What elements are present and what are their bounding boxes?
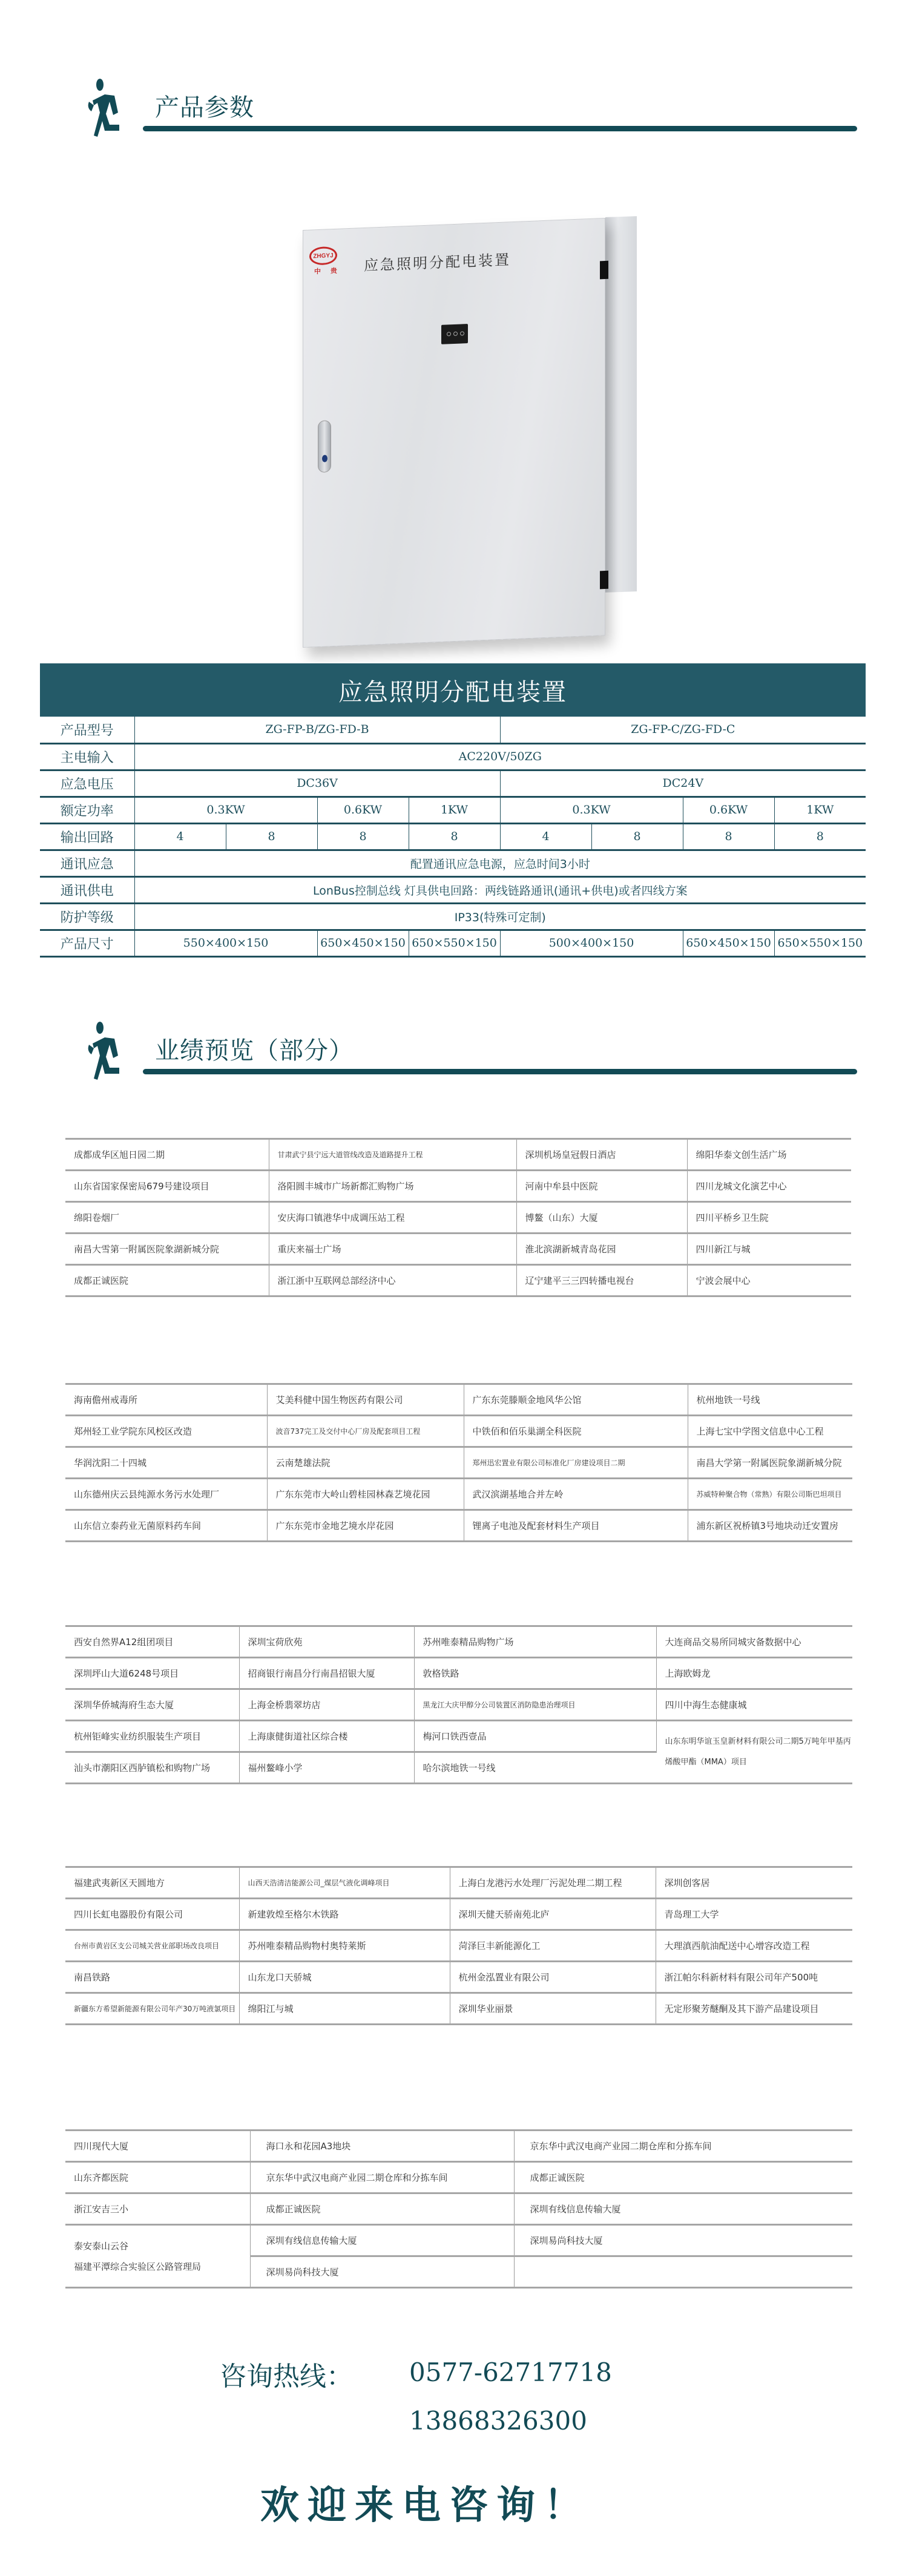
- cabinet-label: 应急照明分配电装置: [364, 251, 511, 274]
- spec-value: 8: [683, 823, 774, 850]
- section-title: 业绩预览（部分）: [155, 1037, 354, 1065]
- project-name: 大连商品交易所同城灾备数据中心: [656, 1626, 852, 1658]
- project-name: 广东东莞市大岭山碧桂园林森艺境花园: [267, 1479, 464, 1510]
- spec-value: 650×450×150: [317, 930, 409, 956]
- project-name: 淮北滨湖新城青岛花园: [516, 1234, 687, 1265]
- spec-value: DC24V: [500, 770, 866, 797]
- spec-label: 通讯应急: [40, 850, 134, 876]
- project-name: 洛阳圆丰城市广场新都汇购物广场: [269, 1171, 516, 1202]
- spec-label: 主电输入: [40, 743, 134, 770]
- project-table-5: [65, 2129, 852, 2288]
- project-row: [65, 1479, 852, 1510]
- project-name: 武汉滨湖基地合并左岭: [464, 1479, 688, 1510]
- spec-value: 4: [500, 823, 591, 850]
- project-name: 辽宁建平三三四转播电视台: [516, 1265, 687, 1296]
- running-man-icon: [76, 1020, 142, 1081]
- project-name: 杭州金泓置业有限公司: [450, 1962, 656, 1993]
- product-image: [266, 182, 642, 642]
- project-name: 中铁佰和佰乐巢湖全科医院: [464, 1416, 688, 1447]
- spec-label: 应急电压: [40, 770, 134, 797]
- project-name: 新疆东方希望新能源有限公司年产30万吨液氯项目: [65, 1993, 239, 2025]
- project-name: 绵阳卷烟厂: [65, 1202, 269, 1234]
- project-name: 重庆来福士广场: [269, 1234, 516, 1265]
- project-name: 泰安泰山云谷 福建平潭综合实验区公路管理局: [65, 2225, 250, 2288]
- project-name: 锂离子电池及配套材料生产项目: [464, 1510, 688, 1542]
- project-row: [65, 2225, 852, 2256]
- project-name: 菏泽巨丰新能源化工: [450, 1930, 656, 1962]
- project-name: 深圳华侨城海府生态大厦: [65, 1689, 239, 1721]
- project-row: [65, 1899, 852, 1930]
- spec-value: 8: [774, 823, 866, 850]
- project-name: 绵阳江与城: [239, 1993, 450, 2025]
- project-row: [65, 1689, 852, 1721]
- project-name: 南昌铁路: [65, 1962, 239, 1993]
- spec-value: 550×400×150: [134, 930, 317, 956]
- project-name: 山东信立泰药业无菌原料药车间: [65, 1510, 267, 1542]
- spec-table-body: [40, 717, 866, 958]
- spec-value: 8: [591, 823, 683, 850]
- cabinet-front: [303, 218, 605, 648]
- brand-logo: [309, 246, 344, 286]
- project-name: 哈尔滨地铁一号线: [414, 1752, 656, 1784]
- project-name: 京东华中武汉电商产业园二期仓库和分拣车间: [514, 2131, 852, 2162]
- project-name: 浙江安吉三小: [65, 2193, 250, 2225]
- section-divider: [143, 126, 857, 131]
- project-name: 汕头市潮阳区西胪镇松和购物广场: [65, 1752, 239, 1784]
- project-row: [65, 1384, 852, 1416]
- project-name: 山东齐都医院: [65, 2162, 250, 2193]
- phone-number-landline[interactable]: 0577-62717718: [409, 2358, 612, 2387]
- welcome-message: 欢迎来电咨询！: [260, 2483, 591, 2528]
- spec-label: 防护等级: [40, 903, 134, 930]
- spec-row: [40, 903, 866, 930]
- project-name: 广东东莞滕顺金地风华公馆: [464, 1384, 688, 1416]
- project-name: 福州鳌峰小学: [239, 1752, 414, 1784]
- spec-value: AC220V/50ZG: [134, 743, 866, 770]
- spec-value: IP33(特殊可定制): [134, 903, 866, 930]
- spec-value: 8: [226, 823, 317, 850]
- spec-table-title: 应急照明分配电装置: [40, 663, 866, 717]
- project-name: 四川新江与城: [687, 1234, 851, 1265]
- project-name: 上海康健街道社区综合楼: [239, 1721, 414, 1752]
- project-name: 苏州唯泰精品购物广场: [414, 1626, 656, 1658]
- project-name: 深圳机场皇冠假日酒店: [516, 1139, 687, 1171]
- project-name: 杭州钜峰实业纺织服装生产项目: [65, 1721, 239, 1752]
- spec-row: [40, 717, 866, 743]
- project-name: 波音737完工及交付中心厂房及配套项目工程: [267, 1416, 464, 1447]
- project-name: 安庆海口镇港华中成调压站工程: [269, 1202, 516, 1234]
- spec-value: ZG-FP-B/ZG-FD-B: [134, 717, 500, 743]
- project-table-3: [65, 1625, 852, 1784]
- project-name: 杭州地铁一号线: [688, 1384, 852, 1416]
- section-title: 产品参数: [155, 94, 254, 122]
- project-row: [65, 1416, 852, 1447]
- project-name: 深圳易尚科技大厦: [514, 2225, 852, 2256]
- project-name: 郑州迅宏置业有限公司标准化厂房建设项目二期: [464, 1447, 688, 1479]
- section-divider: [143, 1069, 857, 1074]
- indicator-light: [460, 331, 464, 335]
- project-name: 山东龙口天骄城: [239, 1962, 450, 1993]
- spec-value: 650×450×150: [683, 930, 774, 956]
- project-table-1: [65, 1138, 851, 1297]
- project-name: 四川现代大厦: [65, 2131, 250, 2162]
- project-row: [65, 1993, 852, 2025]
- project-name: 福建武夷新区天圆地方: [65, 1867, 239, 1899]
- project-name: 博鳌（山东）大厦: [516, 1202, 687, 1234]
- brand-logo-en: ZHGYJ: [309, 246, 337, 266]
- project-name: 四川平桥乡卫生院: [687, 1202, 851, 1234]
- keyhole-icon: [322, 455, 327, 462]
- project-name: 山东省国家保密局679号建设项目: [65, 1171, 269, 1202]
- project-name: 山西天浩清洁能源公司_煤层气液化调峰项目: [239, 1867, 450, 1899]
- project-name: 云南楚雄法院: [267, 1447, 464, 1479]
- project-name: 成都正诚医院: [514, 2162, 852, 2193]
- project-name: 深圳易尚科技大厦: [250, 2256, 514, 2288]
- project-name: 海南儋州戒毒所: [65, 1384, 267, 1416]
- spec-row: [40, 743, 866, 770]
- section-header-projects: [0, 1020, 908, 1087]
- project-name: 深圳有线信息传输大厦: [250, 2225, 514, 2256]
- project-row: [65, 1171, 851, 1202]
- project-name: 京东华中武汉电商产业园二期仓库和分拣车间: [250, 2162, 514, 2193]
- spec-value: 650×550×150: [409, 930, 500, 956]
- project-name: 苏威特种聚合物（常熟）有限公司斯巴坦项目: [688, 1479, 852, 1510]
- spec-row: [40, 930, 866, 956]
- project-name: 四川长虹电器股份有限公司: [65, 1899, 239, 1930]
- spec-label: 产品尺寸: [40, 930, 134, 956]
- project-row: [65, 1265, 851, 1296]
- project-name: 浦东新区祝桥镇3号地块动迁安置房: [688, 1510, 852, 1542]
- project-name: 深圳有线信息传输大厦: [514, 2193, 852, 2225]
- project-name: 绵阳华泰文创生活广场: [687, 1139, 851, 1171]
- project-table-2: [65, 1383, 852, 1542]
- spec-value: 8: [409, 823, 500, 850]
- project-row: [65, 1447, 852, 1479]
- project-row: [65, 1510, 852, 1542]
- indicator-panel: [441, 324, 468, 344]
- spec-row: [40, 876, 866, 903]
- project-name: 大理滇西航油配送中心增容改造工程: [656, 1930, 852, 1962]
- project-name: 深圳创客居: [656, 1867, 852, 1899]
- door-handle-icon: [318, 420, 331, 473]
- hinge-icon: [600, 571, 608, 590]
- brand-logo-cn: 中 贵: [314, 266, 341, 276]
- project-name: 梅河口铁西壹品: [414, 1721, 656, 1752]
- spec-row: [40, 850, 866, 876]
- spec-row: [40, 823, 866, 850]
- spec-label: 输出回路: [40, 823, 134, 850]
- project-name: 台州市黄岩区支公司城关营业部职场改良项目: [65, 1930, 239, 1962]
- project-name: 成都正诚医院: [65, 1265, 269, 1296]
- spec-value: 0.3KW: [134, 797, 317, 823]
- project-name: 南昌大雪第一附属医院象湖新城分院: [65, 1234, 269, 1265]
- spec-value: 配置通讯应急电源，应急时间3小时: [134, 850, 866, 876]
- project-name: 上海白龙港污水处理厂污泥处理二期工程: [450, 1867, 656, 1899]
- project-name: 招商银行南昌分行南昌招银大厦: [239, 1658, 414, 1689]
- project-name: 南昌大学第一附属医院象湖新城分院: [688, 1447, 852, 1479]
- spec-row: [40, 797, 866, 823]
- project-name: 艾美科健中国生物医药有限公司: [267, 1384, 464, 1416]
- spec-label: 产品型号: [40, 717, 134, 743]
- indicator-light: [453, 332, 458, 336]
- project-row: [65, 1721, 852, 1752]
- phone-number-mobile[interactable]: 13868326300: [409, 2406, 587, 2436]
- indicator-light: [447, 332, 451, 336]
- project-name: 深圳坪山大道6248号项目: [65, 1658, 239, 1689]
- project-name: 四川中海生态健康城: [656, 1689, 852, 1721]
- spec-table: [40, 663, 866, 958]
- project-name: 甘肃武宁县宁远大道管线改造及道路提升工程: [269, 1139, 516, 1171]
- project-name: 无定形聚芳醚酮及其下游产品建设项目: [656, 1993, 852, 2025]
- project-name: 黑龙江大庆甲醇分公司装置区消防隐患治理项目: [414, 1689, 656, 1721]
- project-name: 河南中牟县中医院: [516, 1171, 687, 1202]
- spec-value: 8: [317, 823, 409, 850]
- spec-value: 500×400×150: [500, 930, 683, 956]
- project-name: 宁波会展中心: [687, 1265, 851, 1296]
- project-name: 山东东明华谊玉皇新材料有限公司二期5万吨年甲基丙烯酸甲酯（MMA）项目: [656, 1721, 852, 1784]
- project-name: 郑州轻工业学院东风校区改造: [65, 1416, 267, 1447]
- hinge-icon: [600, 261, 608, 280]
- hotline-label: 咨询热线：: [220, 2361, 353, 2392]
- project-name: 浙江帕尔科新材料有限公司年产500吨: [656, 1962, 852, 1993]
- cabinet-side: [605, 216, 637, 593]
- project-name: 深圳天健天骄南苑北庐: [450, 1899, 656, 1930]
- spec-label: 通讯供电: [40, 876, 134, 903]
- spec-value: 0.3KW: [500, 797, 683, 823]
- project-name: 新建敦煌至格尔木铁路: [239, 1899, 450, 1930]
- spec-label: 额定功率: [40, 797, 134, 823]
- project-name: 西安自然界A12组团项目: [65, 1626, 239, 1658]
- empty-cell: [514, 2256, 852, 2288]
- spec-value: 4: [134, 823, 226, 850]
- project-name: 山东德州庆云县纯源水务污水处理厂: [65, 1479, 267, 1510]
- project-name: 海口永和花园A3地块: [250, 2131, 514, 2162]
- spec-value: LonBus控制总线 灯具供电回路：两线链路通讯(通讯+供电)或者四线方案: [134, 876, 866, 903]
- project-name: 广东东莞市金地艺境水岸花园: [267, 1510, 464, 1542]
- spec-value: DC36V: [134, 770, 500, 797]
- project-name: 深圳华业丽景: [450, 1993, 656, 2025]
- project-name: 敦格铁路: [414, 1658, 656, 1689]
- project-row: [65, 1202, 851, 1234]
- project-name: 华润沈阳二十四城: [65, 1447, 267, 1479]
- running-man-icon: [76, 77, 142, 138]
- project-name: 浙江浙中互联网总部经济中心: [269, 1265, 516, 1296]
- project-name: 上海七宝中学图文信息中心工程: [688, 1416, 852, 1447]
- spec-row: [40, 770, 866, 797]
- project-name: 上海金桥翡翠坊店: [239, 1689, 414, 1721]
- project-name: 四川龙城文化演艺中心: [687, 1171, 851, 1202]
- project-row: [65, 1867, 852, 1899]
- project-name: 深圳宝荷欣苑: [239, 1626, 414, 1658]
- spec-value: 650×550×150: [774, 930, 866, 956]
- spec-value: 0.6KW: [317, 797, 409, 823]
- spec-value: ZG-FP-C/ZG-FD-C: [500, 717, 866, 743]
- project-row: [65, 1234, 851, 1265]
- project-row: [65, 2131, 852, 2162]
- project-row: [65, 1962, 852, 1993]
- spec-value: 1KW: [409, 797, 500, 823]
- project-name: 苏州唯泰精品购物村奥特莱斯: [239, 1930, 450, 1962]
- project-name: 上海欧姆龙: [656, 1658, 852, 1689]
- project-table-4: [65, 1866, 852, 2025]
- project-row: [65, 2162, 852, 2193]
- project-name: 成都成华区旭日园二期: [65, 1139, 269, 1171]
- project-row: [65, 1139, 851, 1171]
- project-row: [65, 2193, 852, 2225]
- project-row: [65, 1626, 852, 1658]
- project-name: 青岛理工大学: [656, 1899, 852, 1930]
- section-header-params: [0, 77, 908, 144]
- project-name: 成都正诚医院: [250, 2193, 514, 2225]
- spec-value: 1KW: [774, 797, 866, 823]
- project-row: [65, 1658, 852, 1689]
- project-row: [65, 1930, 852, 1962]
- spec-value: 0.6KW: [683, 797, 774, 823]
